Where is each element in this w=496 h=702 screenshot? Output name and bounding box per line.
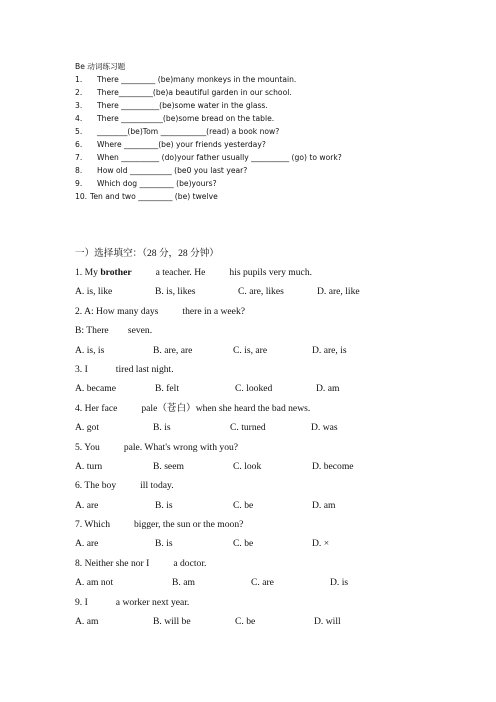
- option-c: C. look: [233, 460, 262, 472]
- option-d: D. are, is: [312, 344, 347, 356]
- question-7: 7. Which bigger, the sun or the moon?: [75, 519, 244, 531]
- question-5: 5. You pale. What's wrong with you?: [75, 441, 239, 453]
- exercise-line-9: 9. Which dog _________ (be)yours?: [75, 179, 217, 188]
- option-d: D. was: [311, 422, 338, 434]
- option-c: C. looked: [235, 383, 273, 395]
- question-1: 1. My brother a teacher. He his pupils very much.: [75, 267, 313, 278]
- option-c: C. are, likes: [238, 286, 284, 298]
- question-2: 2. A: How many days there in a week?: [75, 305, 245, 317]
- exercise-line-5: 5. ________(be)Tom ____________(read) a book now?: [75, 127, 280, 136]
- option-b: B. are, are: [153, 344, 193, 356]
- options-3: [75, 382, 340, 401]
- section-heading: 一）选择填空：（28 分，28 分钟）: [75, 248, 219, 259]
- option-d: D. are, like: [317, 286, 360, 298]
- option-d: D. ×: [312, 538, 330, 550]
- option-b: B. am: [172, 577, 195, 589]
- question-8: 8. Neither she nor I a doctor.: [75, 557, 207, 569]
- option-c: C. be: [233, 499, 254, 511]
- question-3: 3. I tired last night.: [75, 363, 174, 375]
- exercise-line-7: 7. When __________ (do)your father usually __________ (go) to work?: [75, 153, 342, 162]
- options-8: [75, 576, 349, 595]
- option-a: A. is, like: [75, 286, 113, 298]
- option-b: B. is, likes: [155, 286, 196, 298]
- option-c: C. be: [233, 538, 254, 550]
- option-b: B. will be: [153, 616, 191, 628]
- option-c: C. be: [235, 616, 256, 628]
- option-d: D. is: [330, 577, 349, 589]
- option-a: A. am: [75, 616, 99, 628]
- exercise-line-6: 6. Where _________(be) your friends yesterday?: [75, 140, 266, 149]
- options-5: [75, 460, 354, 479]
- exercise-line-1: 1. There _________ (be)many monkeys in the mountain.: [75, 75, 297, 84]
- exercise-line-3: 3. There __________(be)some water in the glass.: [75, 101, 268, 110]
- exercise-line-8: 8. How old ___________ (be0 you last year?: [75, 166, 248, 175]
- option-b: B. is: [155, 499, 173, 511]
- be-verb-exercise-section: [75, 60, 342, 203]
- options-2: [75, 344, 347, 363]
- option-a: A. are: [75, 499, 99, 511]
- option-a: A. became: [75, 383, 117, 395]
- option-a: A. is, is: [75, 344, 105, 356]
- question-6: 6. The boy ill today.: [75, 480, 174, 492]
- options-7: [75, 537, 330, 556]
- option-a: A. are: [75, 538, 99, 550]
- option-c: C. turned: [230, 422, 266, 434]
- option-b: B. seem: [153, 460, 184, 472]
- option-d: D. will: [314, 616, 341, 628]
- option-d: D. am: [316, 383, 340, 395]
- exercise-line-2: 2. There_________(be)a beautiful garden in our school.: [75, 88, 292, 97]
- exercise-line-4: 4. There ___________(be)some bread on the table.: [75, 114, 275, 123]
- option-d: D. am: [312, 499, 336, 511]
- exercise-line-10: 10. Ten and two _________ (be) twelve: [75, 192, 218, 201]
- option-a: A. got: [75, 422, 99, 434]
- option-a: A. am not: [75, 577, 114, 589]
- options-4: [75, 421, 338, 440]
- option-b: B. is: [155, 538, 173, 550]
- question-9: 9. I a worker next year.: [75, 596, 190, 608]
- option-a: A. turn: [75, 460, 103, 472]
- option-c: C. is, are: [233, 344, 268, 356]
- multiple-choice-section: [75, 247, 360, 634]
- option-d: D. become: [312, 460, 354, 472]
- option-b: B. is: [153, 422, 171, 434]
- options-1: [75, 285, 360, 304]
- option-b: B. felt: [155, 383, 179, 395]
- options-6: [75, 499, 336, 518]
- exercise-title: Be 动词练习题: [75, 62, 126, 71]
- question-2-continuation: B: There seven.: [75, 325, 153, 337]
- options-9: [75, 615, 341, 634]
- option-c: C. are: [251, 577, 274, 589]
- question-4: 4. Her face pale（苍白）when she heard the bad news.: [75, 402, 311, 414]
- bold-word: brother: [100, 267, 132, 278]
